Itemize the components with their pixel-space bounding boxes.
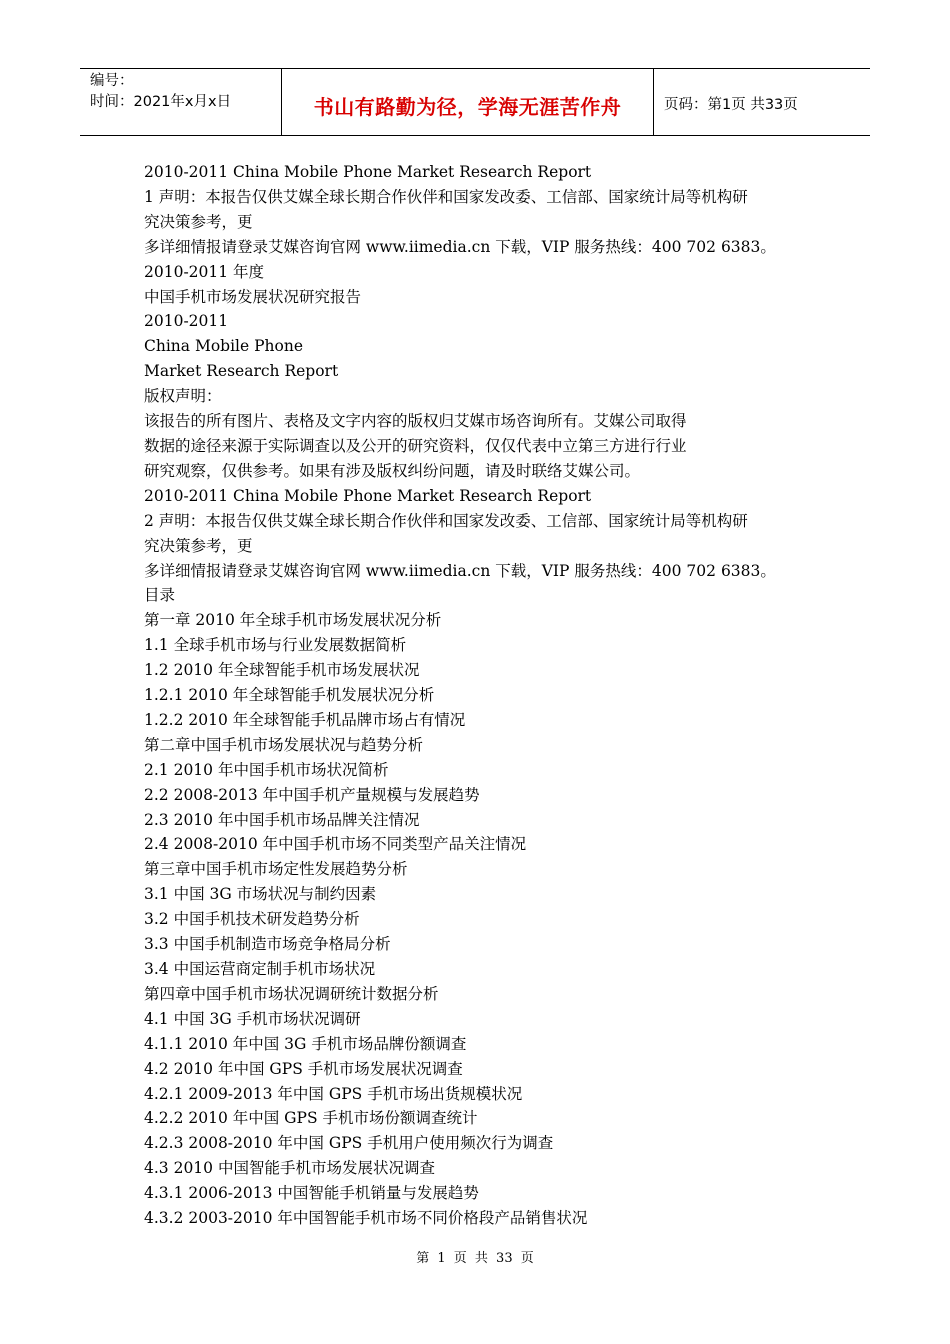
text-line: 3.4 中国运营商定制手机市场状况 [144, 960, 376, 978]
text-line: 究决策参考，更 [144, 536, 253, 555]
header-motto-cell [282, 69, 654, 135]
document-date: 时间：2021年x月x日 [90, 94, 232, 110]
text-line: 1 声明：本报告仅供艾媒全球长期合作伙伴和国家发改委、工信部、国家统计局等机构研 [144, 187, 748, 206]
text-line: 究决策参考，更 [144, 212, 253, 231]
text-line: 第二章中国手机市场发展状况与趋势分析 [144, 735, 424, 754]
page-footer: 第 1 页 共 33 页 [416, 1251, 534, 1266]
text-line: 2 声明：本报告仅供艾媒全球长期合作伙伴和国家发改委、工信部、国家统计局等机构研 [144, 511, 748, 530]
text-line: 4.3.1 2006-2013 中国智能手机销量与发展趋势 [144, 1184, 479, 1203]
text-line: 版权声明： [144, 387, 222, 406]
text-line: Market Research Report [144, 362, 339, 381]
document-body [144, 160, 824, 1231]
text-line: 3.3 中国手机制造市场竞争格局分析 [144, 935, 391, 954]
text-line: 4.1 中国 3G 手机市场状况调研 [144, 1009, 361, 1028]
text-line: 中国手机市场发展状况研究报告 [144, 287, 362, 306]
text-line: 1.2.1 2010 年全球智能手机发展状况分析 [144, 686, 435, 705]
text-line: 2010-2011 China Mobile Phone Market Research Report [144, 163, 592, 181]
text-line: 2010-2011 [144, 312, 229, 331]
text-line: 3.2 中国手机技术研发趋势分析 [144, 910, 360, 929]
header-page-cell [654, 69, 870, 135]
text-line: 多详细情报请登录艾媒咨询官网 www.iimedia.cn 下载，VIP 服务热线：400 702 6383。 [144, 237, 776, 256]
text-line: 2.3 2010 年中国手机市场品牌关注情况 [144, 810, 420, 829]
text-line: 第一章 2010 年全球手机市场发展状况分析 [144, 611, 442, 630]
text-line: 4.3.2 2003-2010 年中国智能手机市场不同价格段产品销售状况 [144, 1209, 588, 1228]
text-line: 4.3 2010 中国智能手机市场发展状况调查 [144, 1159, 435, 1178]
header-meta [80, 69, 282, 135]
text-line: 1.2 2010 年全球智能手机市场发展状况 [144, 661, 420, 680]
text-line: 4.2 2010 年中国 GPS 手机市场发展状况调查 [144, 1059, 463, 1078]
text-line: 2010-2011 年度 [144, 262, 265, 281]
text-line: 4.2.2 2010 年中国 GPS 手机市场份额调查统计 [144, 1109, 478, 1128]
text-line: China Mobile Phone [144, 337, 303, 356]
text-line: 目录 [144, 586, 176, 605]
page-header [80, 68, 870, 136]
header-motto: 书山有路勤为径，学海无涯苦作舟 [313, 95, 622, 119]
text-line: 4.2.3 2008-2010 年中国 GPS 手机用户使用频次行为调查 [144, 1134, 554, 1153]
text-line: 1.1 全球手机市场与行业发展数据简析 [144, 636, 407, 655]
text-line: 该报告的所有图片、表格及文字内容的版权归艾媒市场咨询所有。艾媒公司取得 [144, 412, 687, 431]
document-number: 编号： [90, 73, 134, 89]
text-line: 3.1 中国 3G 市场状况与制约因素 [144, 885, 377, 904]
text-line: 多详细情报请登录艾媒咨询官网 www.iimedia.cn 下载，VIP 服务热线：400 702 6383。 [144, 561, 776, 580]
text-line: 2010-2011 China Mobile Phone Market Research Report [144, 486, 592, 505]
text-line: 第四章中国手机市场状况调研统计数据分析 [144, 984, 439, 1003]
text-line: 研究观察，仅供参考。如果有涉及版权纠纷问题，请及时联络艾媒公司。 [144, 461, 641, 480]
text-line: 2.4 2008-2010 年中国手机市场不同类型产品关注情况 [144, 835, 527, 854]
text-line: 4.2.1 2009-2013 年中国 GPS 手机市场出货规模状况 [144, 1084, 523, 1103]
header-page-info: 页码：第1页 共33页 [664, 97, 798, 113]
text-line: 第三章中国手机市场定性发展趋势分析 [144, 860, 408, 879]
text-line: 2.1 2010 年中国手机市场状况简析 [144, 760, 389, 779]
text-line: 4.1.1 2010 年中国 3G 手机市场品牌份额调查 [144, 1034, 467, 1053]
text-line: 数据的途径来源于实际调查以及公开的研究资料，仅仅代表中立第三方进行行业 [144, 436, 687, 455]
text-line: 2.2 2008-2013 年中国手机产量规模与发展趋势 [144, 785, 480, 804]
text-line: 1.2.2 2010 年全球智能手机品牌市场占有情况 [144, 710, 466, 729]
